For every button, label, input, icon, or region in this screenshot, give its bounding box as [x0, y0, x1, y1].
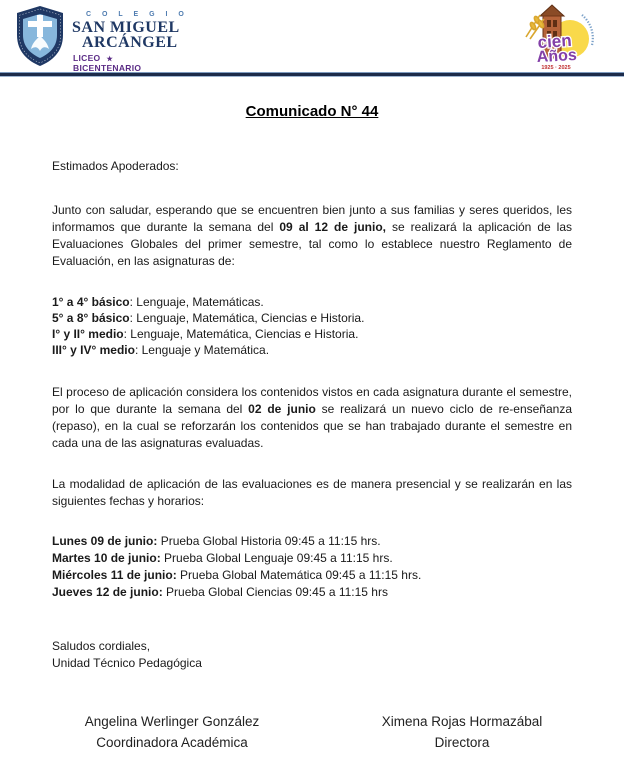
signature-name: Ximena Rojas Hormazábal	[381, 714, 543, 729]
liceo-bicentenario-label: LICEO ★ BICENTENARIO	[73, 53, 142, 74]
signature-role: Coordinadora Académica	[96, 735, 248, 750]
schedule-list	[52, 533, 572, 601]
salutation: Estimados Apoderados:	[52, 159, 179, 173]
centennial-years: 1925 · 2025	[541, 65, 571, 71]
centennial-anniversary-logo	[510, 3, 602, 76]
signature-role: Directora	[434, 735, 490, 750]
subjects-list	[52, 294, 572, 358]
closing-line1: Saludos cordiales,	[52, 639, 151, 653]
school-name	[72, 20, 188, 50]
subjects-list-item: III° y IV° medio: Lenguaje y Matemática.	[52, 343, 270, 357]
closing	[52, 638, 572, 672]
schedule-list-item: Martes 10 de junio: Prueba Global Lenguaje 09:45 a 11:15 hrs.	[52, 551, 393, 565]
schedule-list-item: Jueves 12 de junio: Prueba Global Ciencias 09:45 a 11:15 hrs	[52, 585, 388, 599]
colegio-label: C O L E G I O	[86, 11, 189, 18]
document-header	[0, 0, 624, 72]
document-title: Comunicado N° 44	[245, 103, 379, 120]
paragraph-intro: Junto con saludar, esperando que se encuentren bien junto a sus familias y seres queridos, les informamos que durante la semana del 09 al 12 de junio, se realizará la aplicación de las Evaluaciones Globales del primer semestre, tal como lo establece nuestro Reglamento de Evaluación, en las asignaturas de:	[52, 203, 572, 268]
paragraph-process: El proceso de aplicación considera los contenidos vistos en cada asignatura durante el semestre, por lo que durante la semana del 02 de junio se realizará un nuevo ciclo de re-enseñanza (repaso), en la cual se reforzarán los contenidos que se han trabajado durante el semestre en cada una de las asignaturas evaluadas.	[52, 385, 572, 450]
subjects-list-item: 5° a 8° básico: Lenguaje, Matemática, Ciencias e Historia.	[52, 311, 365, 325]
document-body	[0, 103, 624, 672]
schedule-list-item: Miércoles 11 de junio: Prueba Global Matemática 09:45 a 11:15 hrs.	[52, 568, 422, 582]
signature-coordinator	[57, 711, 287, 753]
school-name-line2: ARCÁNGEL	[82, 34, 178, 52]
signature-row	[0, 711, 624, 753]
school-crest-text	[72, 5, 188, 74]
paragraph-modality: La modalidad de aplicación de las evaluaciones es de manera presencial y se realizarán en las siguientes fechas y horarios:	[52, 477, 572, 508]
subjects-list-item: I° y II° medio: Lenguaje, Matemática, Ciencias e Historia.	[52, 327, 359, 341]
signature-name: Angelina Werlinger González	[84, 714, 260, 729]
school-crest-logo	[14, 5, 188, 74]
school-shield-icon	[14, 5, 66, 72]
centennial-word1: cien	[536, 30, 573, 53]
closing-line2: Unidad Técnico Pedagógica	[52, 656, 202, 670]
school-name-line1: SAN MIGUEL	[72, 19, 180, 36]
schedule-list-item: Lunes 09 de junio: Prueba Global Historia 09:45 a 11:15 hrs.	[52, 534, 381, 548]
star-icon: ★	[106, 56, 114, 64]
centennial-word2: Años	[536, 46, 578, 67]
signature-director	[357, 711, 567, 753]
subjects-list-item: 1° a 4° básico: Lenguaje, Matemáticas.	[52, 295, 264, 309]
